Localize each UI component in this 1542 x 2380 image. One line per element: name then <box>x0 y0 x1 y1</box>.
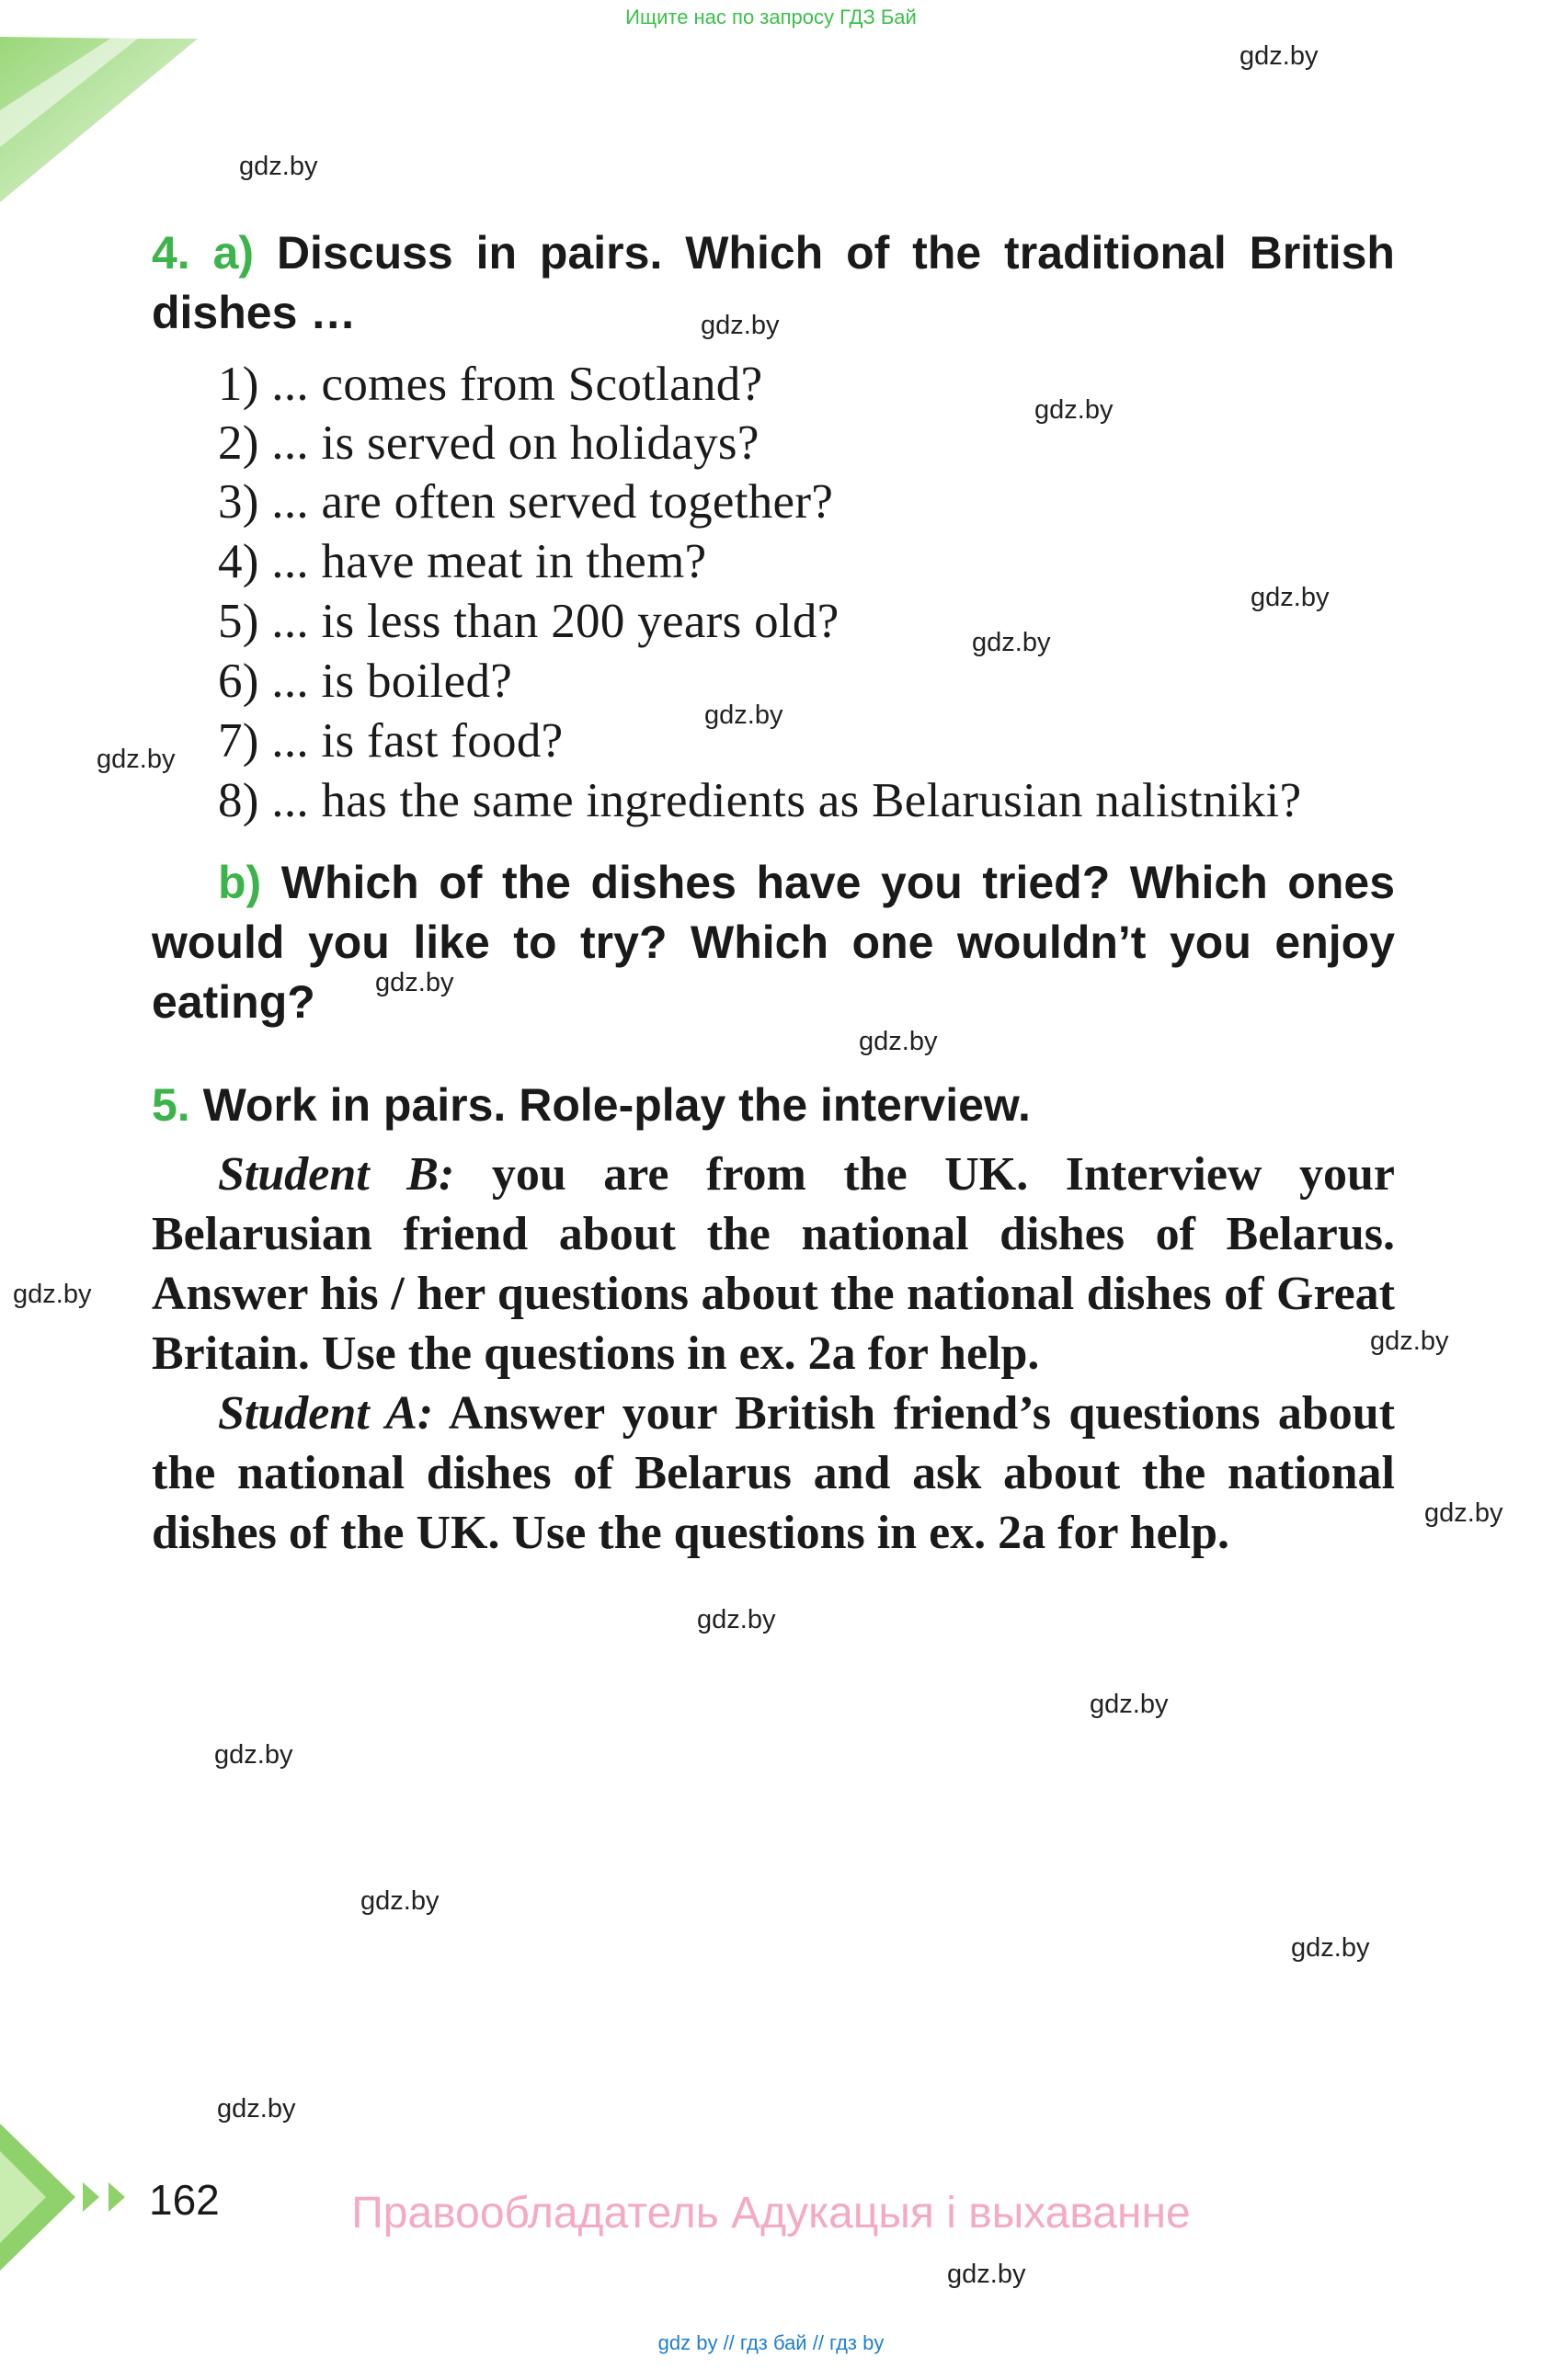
watermark: gdz.by <box>1251 583 1330 612</box>
watermark: gdz.by <box>217 2094 296 2124</box>
watermark: gdz.by <box>239 152 318 181</box>
watermark: gdz.by <box>375 968 454 997</box>
watermark: gdz.by <box>214 1740 293 1770</box>
exercise-number: 5. <box>152 1079 190 1131</box>
exercise-number: 4. <box>152 227 190 279</box>
watermark: gdz.by <box>704 700 783 730</box>
question-item: 7) ... is fast food? <box>218 714 564 768</box>
question-item: 6) ... is boiled? <box>218 655 513 708</box>
student-a-label: Student A: <box>218 1387 434 1440</box>
part-b-label: b) <box>218 857 262 908</box>
watermark: gdz.by <box>97 745 176 774</box>
part-b-question: Which of the dishes have you tried? Which ones would you like to try? Which one wouldn’t you enjoy eating? <box>152 857 1395 1028</box>
question-item: 4) ... have meat in them? <box>218 535 707 588</box>
watermark: gdz.by <box>1424 1498 1503 1528</box>
question-item: 2) ... is served on holidays? <box>218 416 760 470</box>
watermark: gdz.by <box>947 2260 1026 2289</box>
student-b-text: you are from the UK. Interview your Belarusian friend about the national dishes of Belarus. Answer his / her questions about the national dishes of Great Britain. Use the questions in ex. 2a for help. <box>152 1148 1396 1380</box>
watermark: gdz.by <box>701 311 780 340</box>
question-item: 8) ... has the same ingredients as Belarusian nalistniki? <box>218 774 1302 827</box>
watermark: gdz.by <box>1370 1327 1449 1356</box>
student-b-paragraph <box>152 1144 1395 1384</box>
student-b-label: Student B: <box>218 1148 455 1201</box>
corner-stripe-decoration <box>0 0 276 211</box>
watermark: gdz.by <box>972 628 1051 657</box>
student-a-paragraph <box>152 1384 1395 1563</box>
page-number: 162 <box>149 2176 220 2224</box>
watermark: gdz.by <box>859 1027 938 1056</box>
question-item: 5) ... is less than 200 years old? <box>218 595 840 648</box>
question-item: 3) ... are often served together? <box>218 475 834 529</box>
copyright-notice: Правообладатель Адукацыя і выхаванне <box>351 2189 1191 2238</box>
watermark: gdz.by <box>1291 1933 1370 1963</box>
exercise-4b-text <box>152 853 1395 1032</box>
top-search-banner[interactable]: Ищите нас по запросу ГДЗ Бай <box>625 6 917 28</box>
watermark: gdz.by <box>360 1886 440 1916</box>
part-a-label: a) <box>212 227 255 279</box>
part-a-title: Discuss in pairs. Which of the traditional British dishes … <box>152 227 1395 338</box>
watermark: gdz.by <box>1034 395 1114 425</box>
student-a-text: Answer your British friend’s questions about the national dishes of Belarus and ask about the national dishes of the UK. Use the questions in ex. 2a for help. <box>152 1387 1395 1559</box>
watermark: gdz.by <box>1090 1690 1169 1719</box>
exercise-5-heading <box>152 1076 1395 1135</box>
exercise-4a-heading <box>152 223 1395 343</box>
exercise-5-title: Work in pairs. Role-play the interview. <box>202 1079 1031 1131</box>
watermark: gdz.by <box>13 1280 92 1309</box>
watermark: gdz.by <box>1239 41 1319 71</box>
watermark: gdz.by <box>697 1605 776 1634</box>
question-item: 1) ... comes from Scotland? <box>218 358 763 411</box>
footer-links[interactable]: gdz by // гдз бай // гдз by <box>657 2331 885 2354</box>
